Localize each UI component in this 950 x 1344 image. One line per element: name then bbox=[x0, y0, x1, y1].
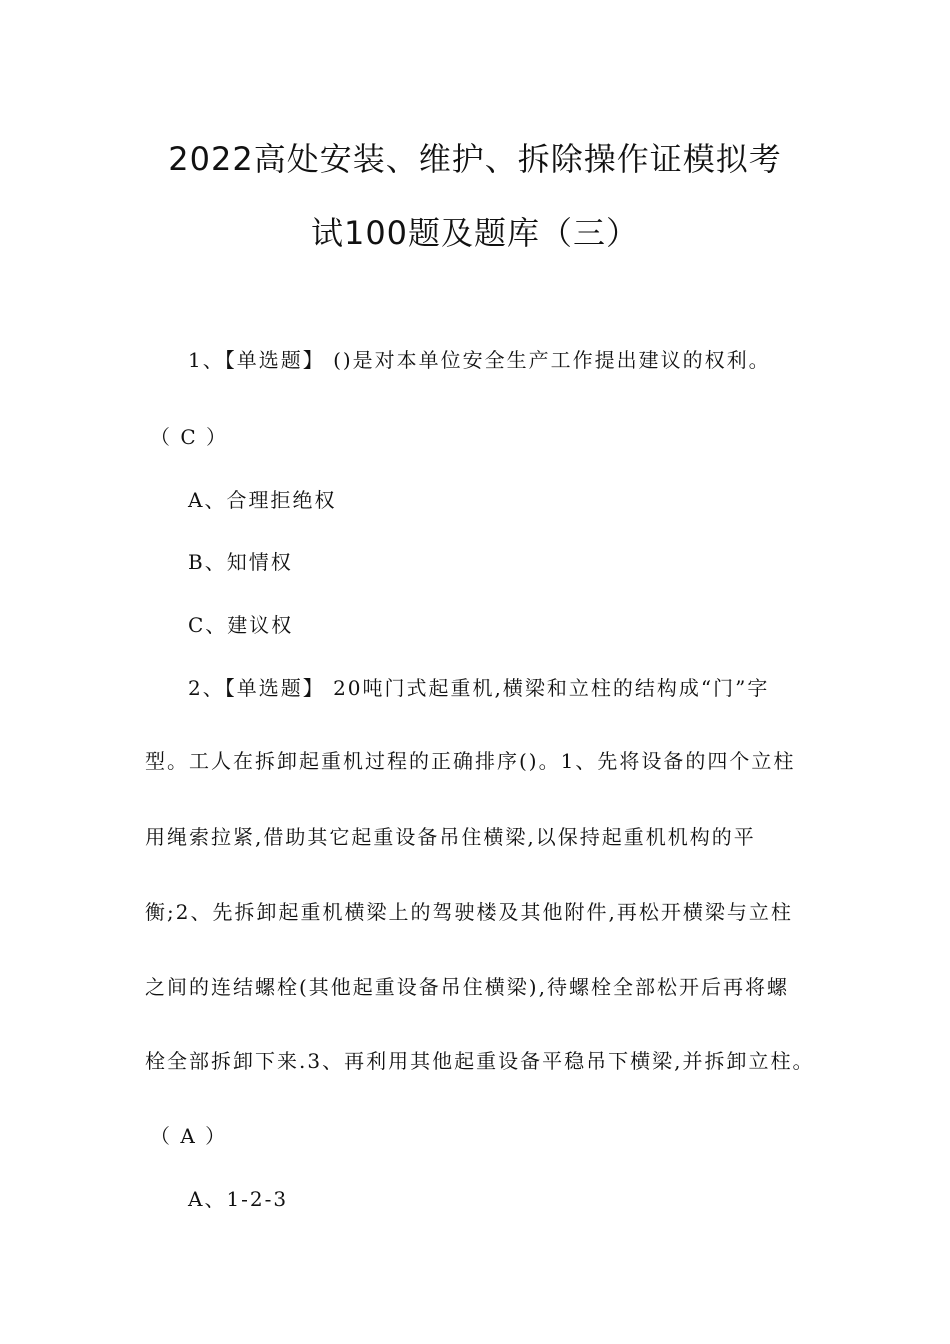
question-1-option-a: A、合理拒绝权 bbox=[188, 488, 337, 512]
question-1-answer: （ C ） bbox=[150, 425, 229, 449]
question-1-option-c: C、建议权 bbox=[188, 613, 294, 637]
question-1-option-b: B、知情权 bbox=[188, 550, 293, 574]
question-2-stem-line-2: 型。工人在拆卸起重机过程的正确排序()。1、先将设备的四个立柱 bbox=[145, 749, 796, 773]
document-title-line-2: 试100题及题库（三） bbox=[310, 214, 640, 252]
question-2-answer: （ A ） bbox=[150, 1124, 228, 1148]
question-1-stem: 1、【单选题】 ()是对本单位安全生产工作提出建议的权利。 bbox=[188, 348, 771, 372]
question-2-stem-line-6: 栓全部拆卸下来.3、再利用其他起重设备平稳吊下横梁,并拆卸立柱。 bbox=[145, 1049, 815, 1073]
question-2-option-a: A、1-2-3 bbox=[188, 1187, 289, 1211]
question-2-stem-line-3: 用绳索拉紧,借助其它起重设备吊住横梁,以保持起重机机构的平 bbox=[145, 825, 756, 849]
question-2-stem-line-4: 衡;2、先拆卸起重机横梁上的驾驶楼及其他附件,再松开横梁与立柱 bbox=[145, 900, 793, 924]
question-2-stem-line-5: 之间的连结螺栓(其他起重设备吊住横梁),待螺栓全部松开后再将螺 bbox=[145, 975, 789, 999]
question-2-stem-line-1: 2、【单选题】 20吨门式起重机,横梁和立柱的结构成“门”字 bbox=[188, 676, 770, 700]
document-title-line-1: 2022高处安装、维护、拆除操作证模拟考 bbox=[168, 140, 782, 178]
